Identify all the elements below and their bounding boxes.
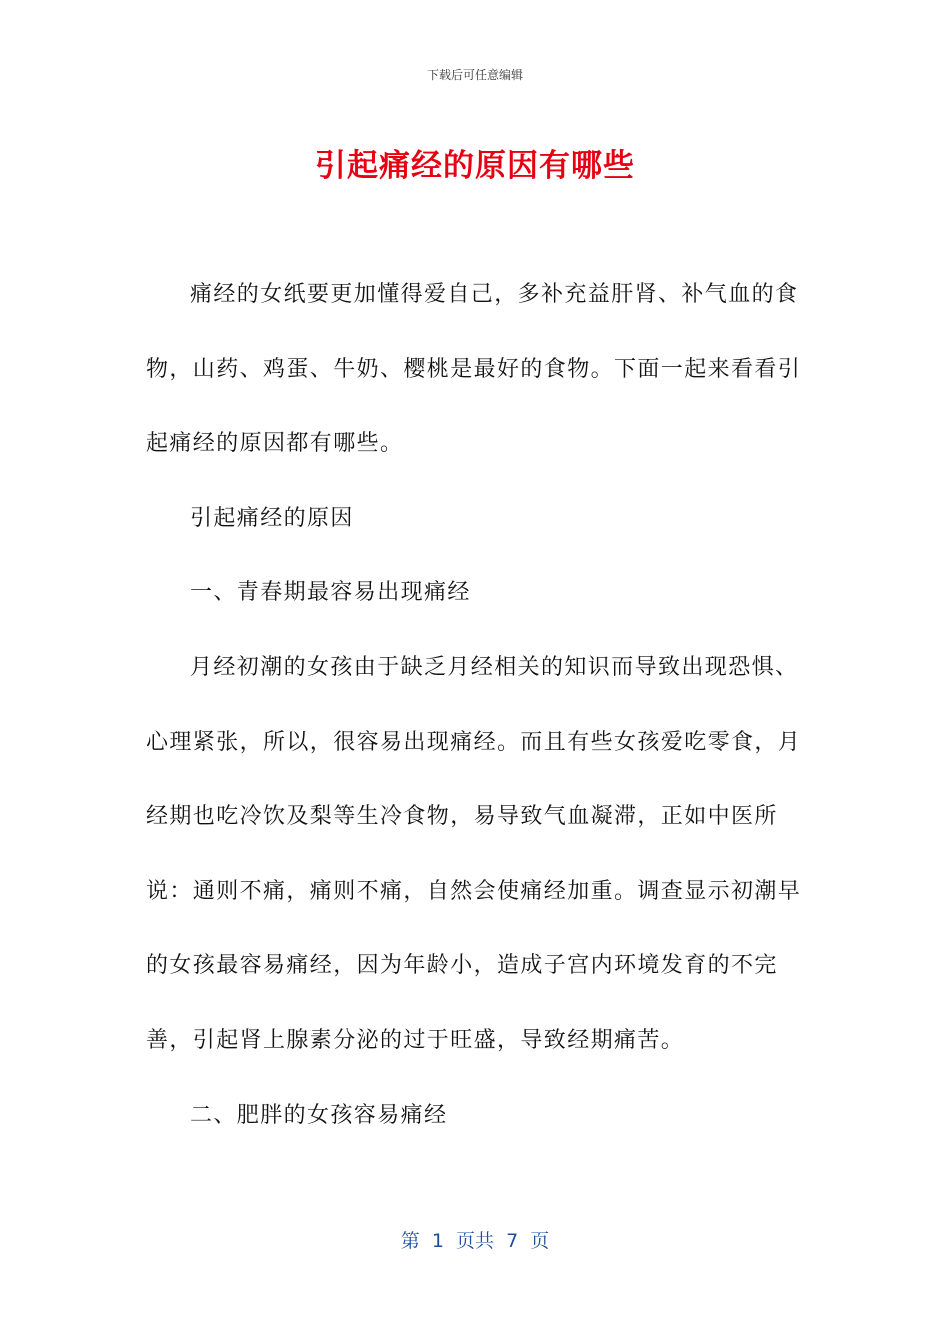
subheading-puberty: 一、青春期最容易出现痛经 bbox=[190, 580, 471, 606]
document-body bbox=[146, 258, 816, 1153]
subheading-obesity: 二、肥胖的女孩容易痛经 bbox=[190, 1102, 448, 1128]
page-footer: 第 1 页共 7 页 bbox=[400, 1230, 550, 1252]
paragraph-intro: 痛经的女纸要更加懂得爱自己，多补充益肝肾、补气血的食物，山药、鸡蛋、牛奶、樱桃是最好的食物。下面一起来看看引起痛经的原因都有哪些。 bbox=[146, 282, 802, 457]
document-title: 引起痛经的原因有哪些 bbox=[315, 148, 635, 184]
paragraph-puberty: 月经初潮的女孩由于缺乏月经相关的知识而导致出现恐惧、心理紧张，所以，很容易出现痛经。而且有些女孩爱吃零食，月经期也吃冷饮及梨等生冷食物，易导致气血凝滞，正如中医所说：通则不痛，痛则不痛，自然会使痛经加重。调查显示初潮早的女孩最容易痛经，因为年龄小，造成子宫内环境发育的不完善，引起肾上腺素分泌的过于旺盛，导致经期痛苦。 bbox=[146, 654, 802, 1053]
header-note: 下载后可任意编辑 bbox=[426, 68, 523, 82]
section-heading-causes: 引起痛经的原因 bbox=[190, 505, 354, 531]
